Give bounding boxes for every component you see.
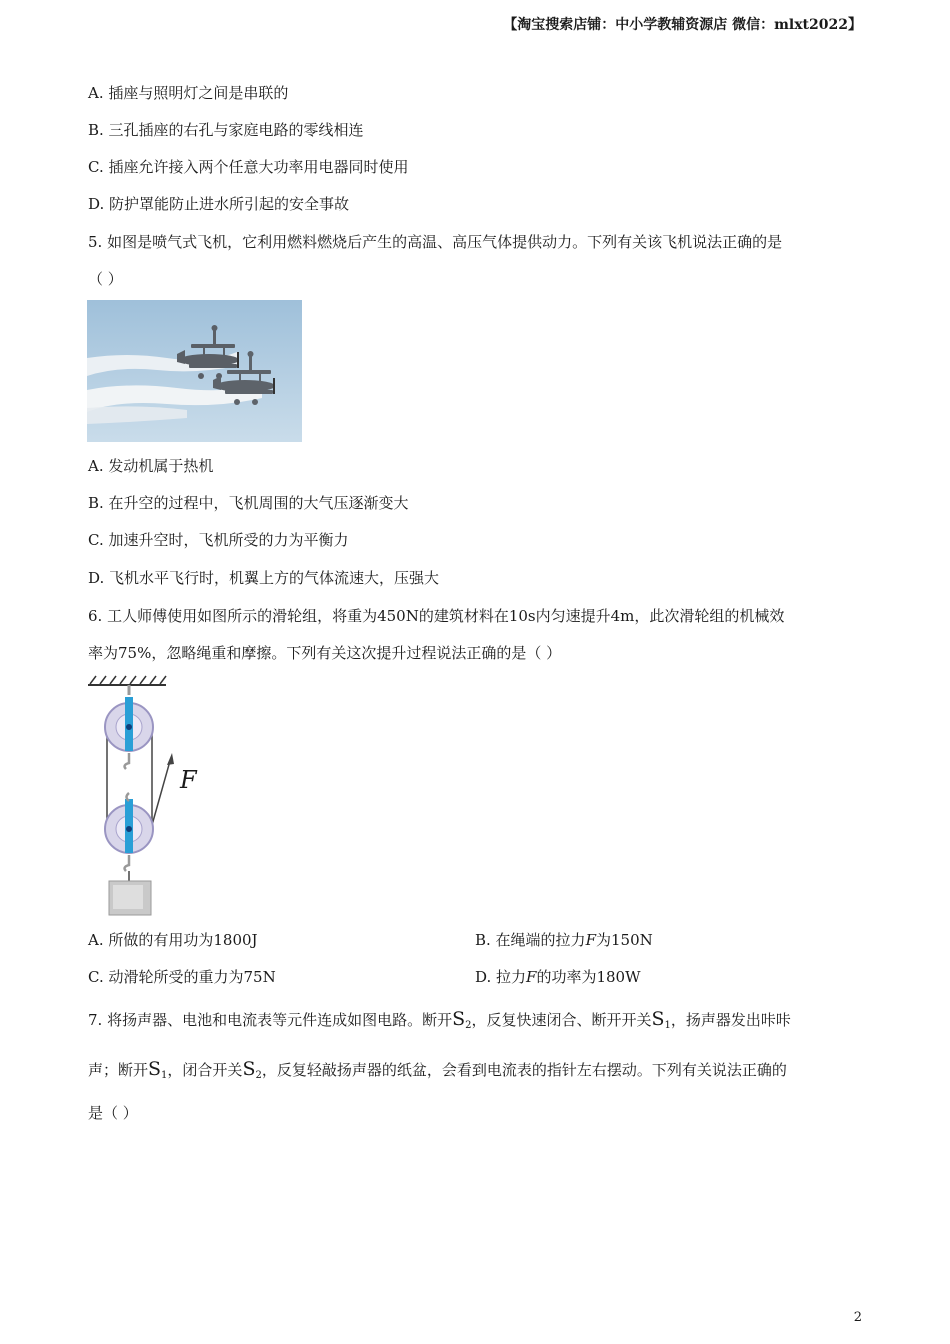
q5-option-b: B. 在升空的过程中，飞机周围的大气压逐渐变大	[88, 494, 409, 512]
q6-option-d	[475, 966, 641, 987]
switch-s1-sub: 1	[664, 1020, 671, 1031]
pulley-diagram	[86, 673, 216, 918]
q7-stem-line2	[88, 1058, 787, 1081]
q5-option-d: D. 飞机水平飞行时，机翼上方的气体流速大，压强大	[88, 569, 440, 587]
q7-stem-line1	[88, 1008, 791, 1031]
q6-option-a: A. 所做的有用功为1800J	[88, 931, 258, 949]
q5-stem-line1: 5. 如图是喷气式飞机，它利用燃料燃烧后产生的高温、高压气体提供动力。下列有关该飞机说法正确的是	[88, 233, 783, 251]
q4-option-d: D. 防护罩能防止进水所引起的安全事故	[88, 195, 350, 213]
q7-l1-c: ，扬声器发出咔咔	[670, 1011, 791, 1029]
page-header: 【淘宝搜索店铺：中小学教辅资源店 微信：mlxt2022】	[503, 17, 862, 33]
q6-option-b	[475, 929, 653, 950]
q5-stem-line2: （ ）	[88, 270, 123, 288]
q6-stem-line1: 6. 工人师傅使用如图所示的滑轮组，将重为450N的建筑材料在10s内匀速提升4m，此次滑轮组的机械效	[88, 607, 785, 625]
airplane-photo	[87, 300, 302, 442]
q6-option-b-pre: B. 在绳端的拉力	[475, 931, 586, 949]
switch-s2-sub-2: 2	[255, 1070, 262, 1081]
force-label: F	[180, 766, 197, 794]
q7-l1-b: ，反复快速闭合、断开开关	[471, 1011, 652, 1029]
q7-l2-b: ，闭合开关	[167, 1061, 243, 1079]
q6-option-d-var: F	[526, 968, 537, 986]
switch-s1-letter-2: S	[148, 1058, 162, 1080]
q7-l2-a: 声；断开	[88, 1061, 149, 1079]
q4-option-a: A. 插座与照明灯之间是串联的	[88, 84, 289, 102]
q7-l1-a: 7. 将扬声器、电池和电流表等元件连成如图电路。断开	[88, 1011, 453, 1029]
q7-l2-c: ，反复轻敲扬声器的纸盆，会看到电流表的指针左右摆动。下列有关说法正确的	[261, 1061, 787, 1079]
q4-option-b: B. 三孔插座的右孔与家庭电路的零线相连	[88, 121, 364, 139]
q6-option-d-post: 的功率为180W	[536, 968, 641, 986]
q7-stem-line3: 是（ ）	[88, 1104, 138, 1122]
q6-option-b-var: F	[585, 931, 596, 949]
q6-option-c: C. 动滑轮所受的重力为75N	[88, 968, 276, 986]
switch-s2-sub: 2	[465, 1020, 472, 1031]
q6-option-d-pre: D. 拉力	[475, 968, 527, 986]
q6-option-b-post: 为150N	[595, 931, 653, 949]
switch-s2-letter: S	[452, 1008, 466, 1030]
switch-s2-letter-2: S	[242, 1058, 256, 1080]
q4-option-c: C. 插座允许接入两个任意大功率用电器同时使用	[88, 158, 409, 176]
switch-s1-letter: S	[651, 1008, 665, 1030]
q6-stem-line2: 率为75%，忽略绳重和摩擦。下列有关这次提升过程说法正确的是（ ）	[88, 644, 562, 662]
switch-s1-sub-2: 1	[161, 1070, 168, 1081]
q5-option-a: A. 发动机属于热机	[88, 457, 214, 475]
q5-option-c: C. 加速升空时，飞机所受的力为平衡力	[88, 531, 349, 549]
page-number: 2	[853, 1310, 862, 1325]
